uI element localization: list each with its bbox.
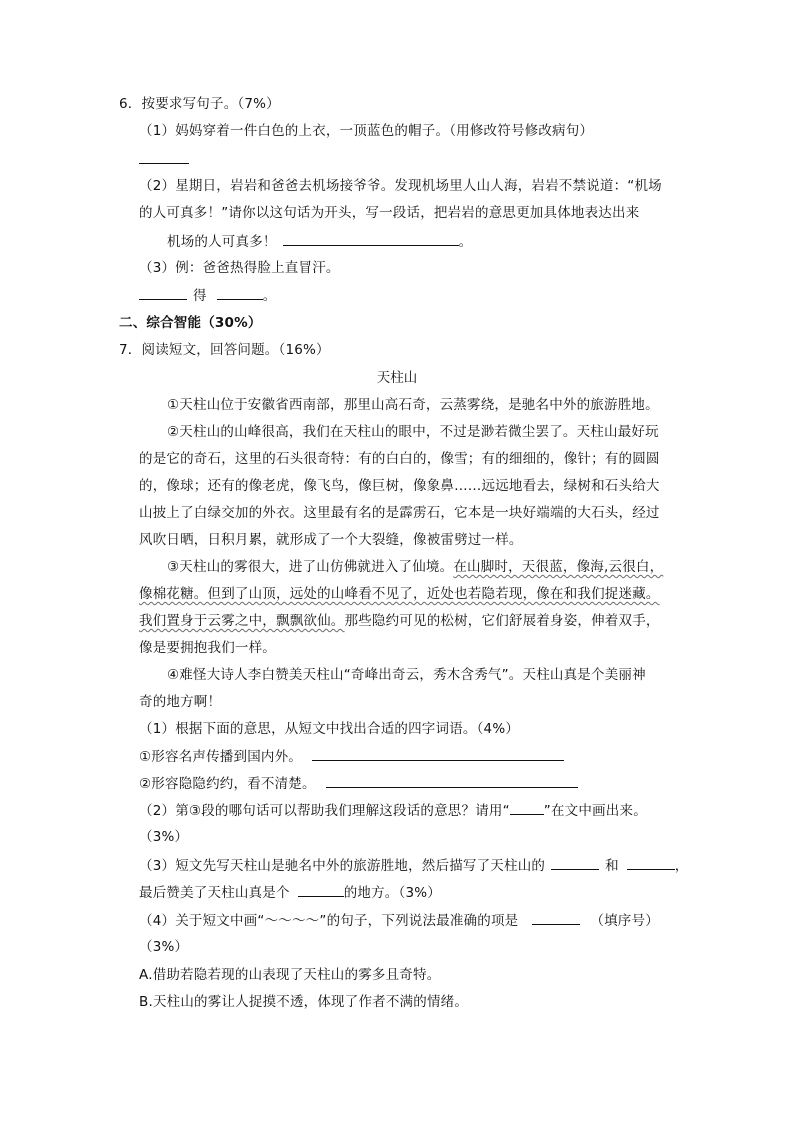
q6-part2-blank[interactable]: [283, 231, 459, 246]
q6-part1: （1）妈妈穿着一件白色的上衣，一顶蓝色的帽子。（用修改符号修改病句）: [139, 123, 594, 139]
q7-sub2-l2: （3%）: [139, 829, 189, 845]
sub3-text-c: ，: [674, 858, 689, 874]
passage-para3-l4: 像是要拥抱我们一样。: [139, 640, 276, 656]
passage-para2-l2: 的是它的奇石，这里的石头很奇特：有的白白的，像雪；有的细细的，像针；有的圆圆: [139, 451, 660, 467]
para3-l3-wavy: 我们置身于云雾之中，飘飘欲仙。: [139, 613, 345, 629]
passage-para2-l1: ②天柱山的山峰很高，我们在天柱山的眼中，不过是渺若微尘罢了。天柱山最好玩: [167, 424, 659, 440]
q7-title: 7．阅读短文，回答问题。（16%）: [119, 342, 330, 358]
passage-para2-l4: 山披上了白绿交加的外衣。这里最有名的是霹雳石，它本是一块好端端的大石头，经过: [139, 505, 660, 521]
section2-title: 二、综合智能（30%）: [119, 315, 262, 331]
para3-l1-plain: ③天柱山的雾很大，进了山仿佛就进入了仙境。: [167, 559, 454, 575]
sub2-blank: [510, 800, 544, 815]
sub4-text-a: （4）关于短文中画“～～～～”的句子，下列说法最准确的项是: [139, 913, 519, 929]
sub1-b-text: ②形容隐隐约约，看不清楚。: [139, 776, 316, 792]
q6-part2-suffix: 。: [458, 234, 473, 250]
q6-title: 6．按要求写句子。（7%）: [119, 96, 280, 112]
passage-para2-l5: 风吹日晒，日积月累，就形成了一个大裂缝，像被雷劈过一样。: [139, 532, 523, 548]
sub3-text-d: 最后赞美了天柱山真是个: [139, 885, 290, 901]
passage-para3-l3: [139, 611, 660, 631]
q6-part3-mid: 得: [193, 288, 207, 304]
q7-sub3-l1: [139, 855, 689, 876]
option-a: A.借助若隐若现的山表现了天柱山的雾多且奇特。: [139, 967, 441, 983]
passage-para3-l1: [167, 557, 663, 577]
sub3-blank2[interactable]: [627, 855, 675, 870]
q6-part2-answer: [167, 231, 472, 252]
q6-part3-blank2[interactable]: [217, 285, 263, 300]
sub3-text-a: （3）短文先写天柱山是驰名中外的旅游胜地，然后描写了天柱山的: [139, 858, 546, 874]
para3-l1-wavy: 在山脚时，天很蓝，像海,云很白，: [453, 559, 664, 575]
q6-part2-line1: （2）星期日，岩岩和爸爸去机场接爷爷。发现机场里人山人海，岩岩不禁说道：“机场: [139, 178, 662, 194]
q7-sub3-l2: [139, 882, 441, 903]
q6-part3-blank1[interactable]: [139, 285, 187, 300]
q7-sub1: （1）根据下面的意思，从短文中找出合适的四字词语。（4%）: [139, 721, 520, 737]
q6-part2-line2: 的人可真多！”请你以这句话为开头，写一段话，把岩岩的意思更加具体地表达出来: [139, 205, 640, 221]
sub3-text-e: 的地方。（3%）: [343, 885, 441, 901]
sub3-blank1[interactable]: [551, 855, 599, 870]
sub3-blank3[interactable]: [298, 882, 344, 897]
q7-sub1-a: [139, 746, 564, 767]
sub1-b-blank[interactable]: [326, 773, 578, 788]
passage-para2-l3: 的，像球；还有的像老虎，像飞鸟，像巨树，像象鼻……远远地看去，绿树和石头给大: [139, 478, 660, 494]
sub4-blank[interactable]: [532, 910, 580, 925]
q6-part3-answer: [139, 285, 276, 306]
para3-l2-wavy: 像棉花糖。但到了山顶，远处的山峰看不见了，近处也若隐若现，像在和我们捉迷藏。: [139, 586, 660, 602]
passage-para4-l2: 奇的地方啊！: [139, 694, 222, 710]
sub1-a-blank[interactable]: [312, 746, 564, 761]
q7-sub4-l2: （3%）: [139, 939, 189, 955]
sub3-text-b: 和: [605, 858, 619, 874]
sub2-text-a: （2）第③段的哪句话可以帮助我们理解这段话的意思？请用“: [139, 803, 510, 819]
q6-part3: （3）例：爸爸热得脸上直冒汗。: [139, 260, 340, 276]
q6-part1-answer-line: [139, 149, 189, 170]
para3-l3-plain: 那些隐约可见的松树，它们舒展着身姿，伸着双手，: [344, 613, 660, 629]
q6-part2-prefix: 机场的人可真多！: [167, 234, 277, 250]
passage-para1: ①天柱山位于安徽省西南部，那里山高石奇，云蒸雾绕，是驰名中外的旅游胜地。: [167, 397, 659, 413]
sub1-a-text: ①形容名声传播到国内外。: [139, 749, 303, 765]
option-b: B.天柱山的雾让人捉摸不透，体现了作者不满的情绪。: [139, 994, 469, 1010]
passage-para4-l1: ④难怪大诗人李白赞美天柱山“奇峰出奇云，秀木含秀气”。天柱山真是个美丽神: [167, 667, 646, 683]
sub2-text-b: ”在文中画出来。: [543, 803, 647, 819]
passage-para3-l2: [139, 584, 660, 604]
passage-title: 天柱山: [376, 370, 418, 386]
sub4-text-b: （填序号）: [590, 913, 659, 929]
q7-sub1-b: [139, 773, 578, 794]
q7-sub2-l1: [139, 800, 647, 821]
q6-part3-end: 。: [262, 288, 277, 304]
q7-sub4-l1: [139, 910, 659, 931]
